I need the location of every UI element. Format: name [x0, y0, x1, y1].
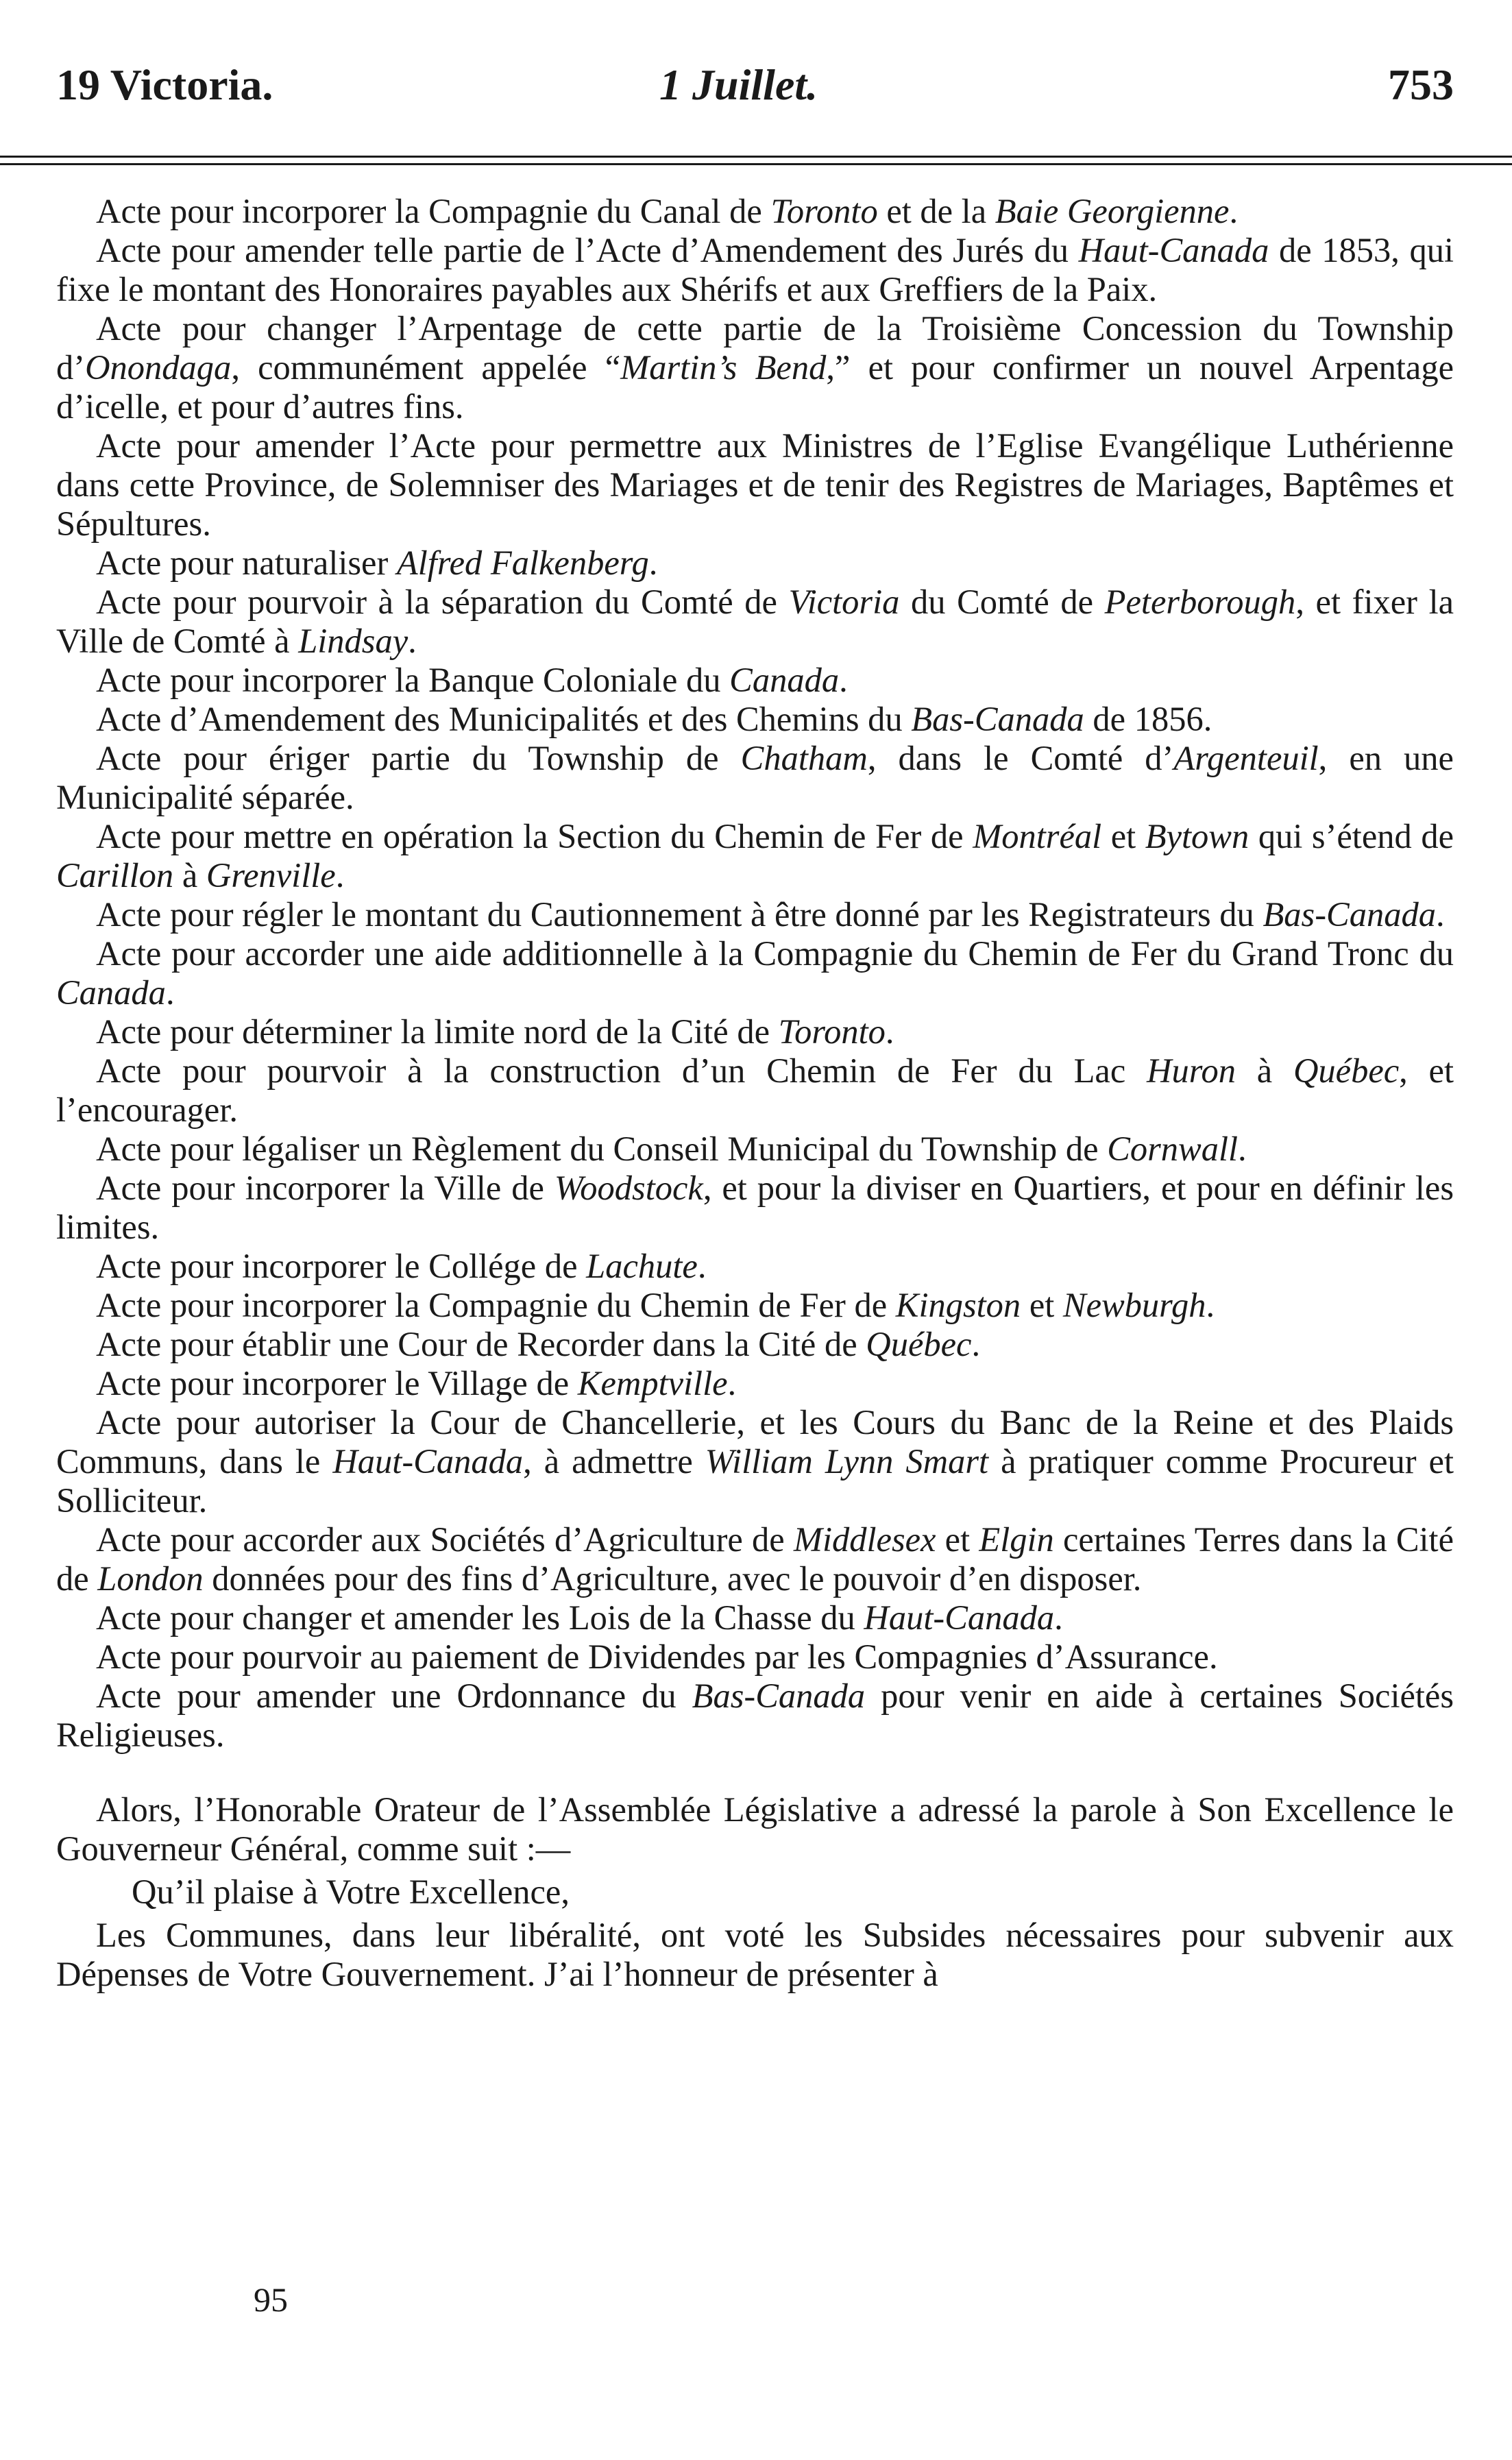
italic-term: Haut-Canada — [332, 1442, 524, 1481]
italic-term: Kingston — [895, 1286, 1021, 1324]
act-entry — [56, 1598, 1454, 1637]
entry-text: , et fixer la Ville de Comté à — [56, 583, 1454, 660]
italic-term: Martin’s Bend — [620, 348, 827, 387]
italic-term: Baie Georgienne — [995, 192, 1230, 230]
italic-term: Bas-Canada — [692, 1677, 866, 1715]
entry-text: et de la — [877, 192, 995, 230]
italic-term: Middlesex — [793, 1520, 936, 1559]
entry-text: , et pour la diviser en Quartiers, et pour en définir les limites. — [56, 1169, 1454, 1246]
italic-term: William Lynn Smart — [705, 1442, 989, 1481]
entry-text: . — [1229, 192, 1239, 230]
act-entry — [56, 1677, 1454, 1755]
entry-text: données pour des fins d’Agriculture, avec le pouvoir d’en disposer. — [203, 1559, 1142, 1598]
italic-term: Onondaga — [85, 348, 232, 387]
entry-text: à — [173, 856, 206, 894]
page-header — [56, 0, 1454, 120]
italic-term: Toronto — [778, 1012, 886, 1051]
entry-text: , à admettre — [523, 1442, 705, 1481]
entry-text: Acte pour mettre en opération la Section du Chemin de Fer de — [96, 817, 973, 855]
italic-term: Haut-Canada — [1078, 231, 1269, 269]
act-entry — [56, 700, 1454, 739]
entry-text: Acte pour pourvoir à la séparation du Comté de — [96, 583, 789, 621]
italic-term: Haut-Canada — [864, 1598, 1055, 1637]
entry-text: Acte pour régler le montant du Cautionnement à être donné par les Registrateurs du — [96, 895, 1263, 934]
act-entry — [56, 1051, 1454, 1130]
entry-text: . — [1238, 1130, 1247, 1168]
italic-term: Lindsay — [298, 622, 409, 660]
act-entry — [56, 1637, 1454, 1677]
entry-text: Acte pour incorporer la Banque Coloniale du — [96, 661, 730, 699]
act-entry — [56, 661, 1454, 700]
act-entry — [56, 1520, 1454, 1598]
entry-text: de 1853, qui fixe le montant des Honoraires payables aux Shérifs et aux Greffiers de la Paix. — [56, 231, 1454, 308]
act-entry — [56, 231, 1454, 309]
italic-term: Chatham — [740, 739, 868, 777]
entry-text: Acte pour changer l’Arpentage de cette partie de la Troisième Concession du Township d’ — [56, 309, 1454, 387]
entry-text: . — [697, 1247, 707, 1285]
entry-text: . — [1435, 895, 1445, 934]
italic-term: Bas-Canada — [911, 700, 1084, 738]
italic-term: Elgin — [979, 1520, 1054, 1559]
italic-term: Peterborough — [1104, 583, 1296, 621]
act-entry — [56, 1012, 1454, 1051]
act-entry — [56, 192, 1454, 231]
act-entry — [56, 544, 1454, 583]
italic-term: Alfred Falkenberg — [396, 544, 649, 582]
section-gap — [56, 1755, 1454, 1790]
entry-text: Acte d’Amendement des Municipalités et des Chemins du — [96, 700, 912, 738]
italic-term: Bytown — [1145, 817, 1249, 855]
entry-text: Acte pour incorporer la Compagnie du Chemin de Fer de — [96, 1286, 896, 1324]
act-entry — [56, 739, 1454, 817]
entry-text: Acte pour amender une Ordonnance du — [96, 1677, 692, 1715]
entry-text: , et l’encourager. — [56, 1051, 1454, 1129]
entry-text: . — [408, 622, 417, 660]
entry-text: Acte pour pourvoir à la construction d’un Chemin de Fer du Lac — [96, 1051, 1147, 1090]
entry-text: et — [1101, 817, 1145, 855]
speech-text: Les Communes, dans leur libéralité, ont voté les Subsides nécessaires pour subvenir aux Dépenses de Votre Gouvernement. J’ai l’honneur de présenter à — [56, 1916, 1454, 1993]
italic-term: Grenville — [206, 856, 336, 894]
entry-text: pour venir en aide à certaines Sociétés Religieuses. — [56, 1677, 1454, 1754]
entry-text: Acte pour déterminer la limite nord de la Cité de — [96, 1012, 779, 1051]
entry-text: . — [165, 973, 175, 1012]
italic-term: Québec — [866, 1325, 972, 1363]
act-entry — [56, 1130, 1454, 1169]
entry-text: . — [727, 1364, 737, 1402]
entry-text: certaines Terres dans la Cité de — [56, 1520, 1454, 1598]
act-entry — [56, 1403, 1454, 1520]
entry-text: du Comté de — [899, 583, 1105, 621]
entry-text: . — [885, 1012, 894, 1051]
entry-text: , en une Municipalité séparée. — [56, 739, 1454, 816]
entry-text: Acte pour accorder une aide additionnelle à la Compagnie du Chemin de Fer du Grand Tronc du — [96, 934, 1454, 973]
italic-term: London — [97, 1559, 204, 1598]
page-number: 753 — [1388, 60, 1454, 109]
act-entry — [56, 426, 1454, 544]
entry-text: ,” et pour confirmer un nouvel Arpentage d’icelle, et pour d’autres fins. — [56, 348, 1454, 426]
italic-term: Carillon — [56, 856, 174, 894]
entry-text: . — [335, 856, 345, 894]
entry-text: Acte pour amender telle partie de l’Acte d’Amendement des Jurés du — [96, 231, 1079, 269]
speaker-address: Alors, l’Honorable Orateur de l’Assemblée Législative a adressé la parole à Son Excellence le Gouverneur Général, comme suit :— — [56, 1790, 1454, 1868]
header-rule-top — [0, 156, 1512, 158]
entry-text: Acte pour changer et amender les Lois de la Chasse du — [96, 1598, 864, 1637]
italic-term: Canada — [56, 973, 166, 1012]
entry-text: Acte pour incorporer la Compagnie du Canal de — [96, 192, 771, 230]
act-entry — [56, 1325, 1454, 1364]
italic-term: Montréal — [973, 817, 1102, 855]
entry-text: . — [1206, 1286, 1215, 1324]
entry-text: Acte pour établir une Cour de Recorder dans la Cité de — [96, 1325, 866, 1363]
entry-text: Acte pour pourvoir au paiement de Dividendes par les Compagnies d’Assurance. — [96, 1637, 1218, 1676]
entry-text: Acte pour incorporer le Collége de — [96, 1247, 587, 1285]
entry-text: Acte pour ériger partie du Township de — [96, 739, 741, 777]
italic-term: Kemptville — [577, 1364, 728, 1402]
entry-text: Acte pour amender l’Acte pour permettre aux Ministres de l’Eglise Evangélique Luthérienne dans cette Province, de Solemniser des Mariages et de tenir des Registres de Mariages, Baptêmes et Sépultures. — [56, 426, 1454, 543]
italic-term: Québec — [1293, 1051, 1400, 1090]
entry-text: Acte pour incorporer la Ville de — [96, 1169, 554, 1207]
header-year: 19 Victoria. — [56, 60, 273, 109]
italic-term: Woodstock — [554, 1169, 703, 1207]
italic-term: Argenteuil — [1173, 739, 1319, 777]
entry-text: . — [648, 544, 658, 582]
italic-term: Toronto — [770, 192, 878, 230]
header-rule-bottom — [0, 163, 1512, 165]
entry-text: de 1856. — [1084, 700, 1212, 738]
italic-term: Newburgh — [1062, 1286, 1206, 1324]
entry-text: qui s’étend de — [1249, 817, 1454, 855]
act-entry — [56, 1286, 1454, 1325]
act-entry — [56, 1364, 1454, 1403]
entry-text: à pratiquer comme Procureur et Solliciteur. — [56, 1442, 1454, 1520]
entry-text: . — [1054, 1598, 1063, 1637]
entry-text: . — [839, 661, 848, 699]
entry-text: à — [1236, 1051, 1293, 1090]
signature-mark: 95 — [254, 2280, 288, 2319]
entry-text: et — [936, 1520, 979, 1559]
italic-term: Victoria — [788, 583, 900, 621]
page-body — [56, 192, 1454, 1994]
header-date: 1 Juillet. — [659, 60, 818, 109]
entry-text: Acte pour naturaliser — [96, 544, 397, 582]
act-entry — [56, 309, 1454, 426]
entry-text: , communément appelée “ — [231, 348, 621, 387]
act-entry — [56, 895, 1454, 934]
italic-term: Huron — [1147, 1051, 1236, 1090]
italic-term: Canada — [729, 661, 840, 699]
italic-term: Cornwall — [1107, 1130, 1239, 1168]
entry-text: Acte pour autoriser la Cour de Chancellerie, et les Cours du Banc de la Reine et des Plaids Communs, dans le — [56, 1403, 1454, 1481]
entry-text: Acte pour légaliser un Règlement du Conseil Municipal du Township de — [96, 1130, 1108, 1168]
entry-text: Acte pour accorder aux Sociétés d’Agriculture de — [96, 1520, 794, 1559]
act-entry — [56, 817, 1454, 895]
entry-text: et — [1021, 1286, 1063, 1324]
act-entry — [56, 583, 1454, 661]
entry-text: Acte pour incorporer le Village de — [96, 1364, 578, 1402]
act-entry — [56, 934, 1454, 1012]
italic-term: Lachute — [586, 1247, 698, 1285]
italic-term: Bas-Canada — [1263, 895, 1436, 934]
entry-text: . — [971, 1325, 981, 1363]
act-entry — [56, 1247, 1454, 1286]
entry-text: , dans le Comté d’ — [867, 739, 1174, 777]
salutation: Qu’il plaise à Votre Excellence, — [132, 1873, 570, 1911]
acts-list — [56, 192, 1454, 1755]
act-entry — [56, 1169, 1454, 1247]
